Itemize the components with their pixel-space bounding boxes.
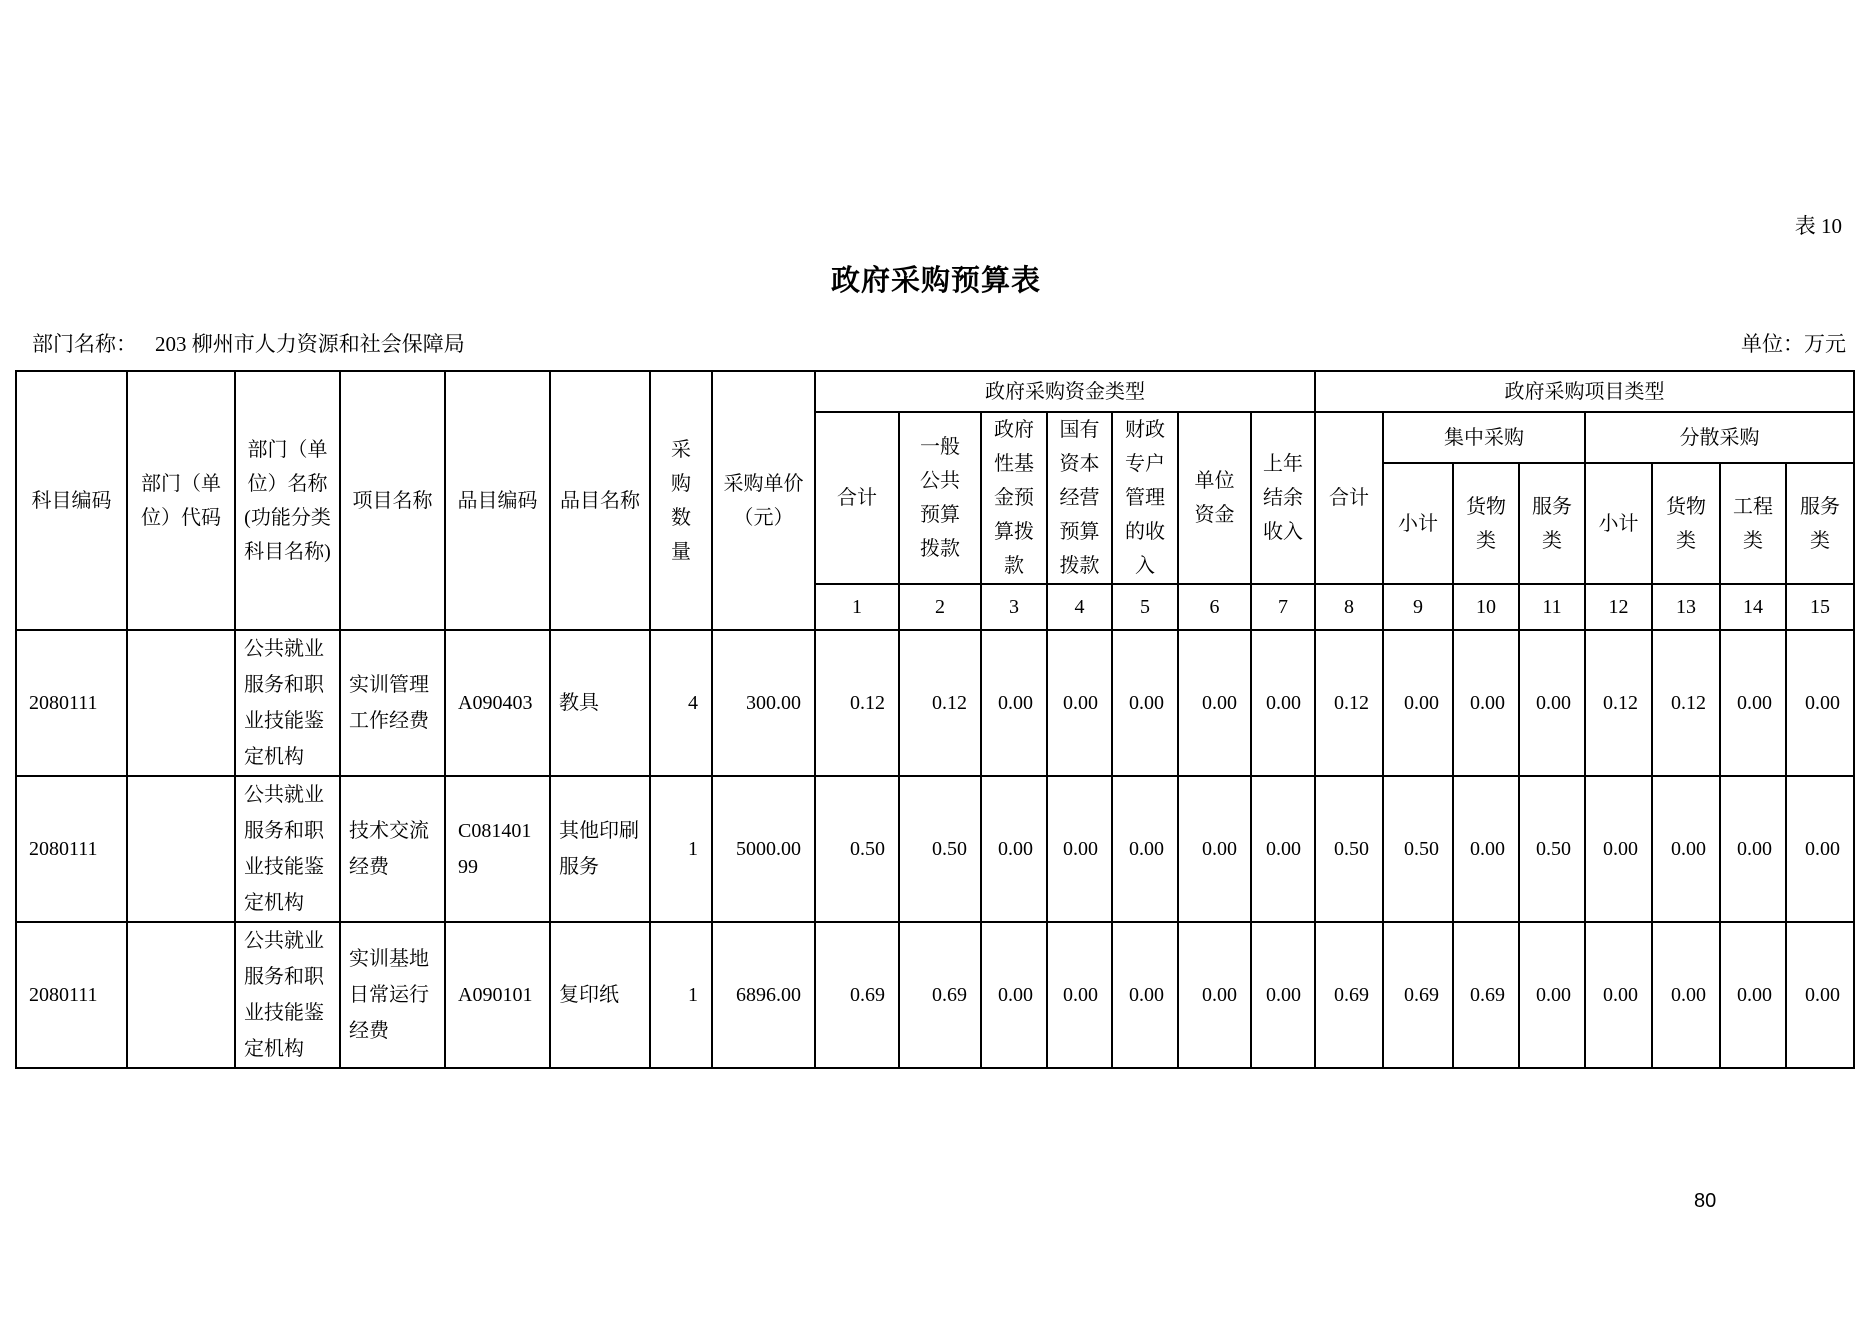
col-header-centralized-services: 服务类 (1519, 463, 1585, 584)
col-header-dept-code: 部门（单位）代码 (127, 371, 235, 630)
column-number-cell: 9 (1383, 584, 1453, 630)
column-number-cell: 1 (815, 584, 899, 630)
column-number-cell: 14 (1720, 584, 1786, 630)
table-header (16, 371, 1854, 630)
table-cell: 0.00 (1786, 922, 1854, 1068)
table-cell: 教具 (550, 630, 650, 776)
col-header-centralized-subtotal: 小计 (1383, 463, 1453, 584)
col-header-subject-code: 科目编码 (16, 371, 127, 630)
department-name-line (32, 328, 465, 358)
col-header-quantity: 采购数量 (650, 371, 712, 630)
col-header-prev-year-surplus: 上年结余收入 (1251, 412, 1315, 584)
col-header-state-capital-budget: 国有资本经营预算拨款 (1047, 412, 1112, 584)
table-row (16, 922, 1854, 1068)
table-cell (127, 776, 235, 922)
col-header-unit-price: 采购单价（元） (712, 371, 815, 630)
col-header-decentralized-goods: 货物类 (1652, 463, 1720, 584)
table-cell: 0.69 (1315, 922, 1383, 1068)
table-cell: 0.00 (1652, 922, 1720, 1068)
col-header-item-code: 品目编码 (445, 371, 550, 630)
table-cell: 0.00 (1383, 630, 1453, 776)
column-number-cell: 11 (1519, 584, 1585, 630)
table-cell: 0.00 (1047, 922, 1112, 1068)
col-header-govt-fund-budget: 政府性基金预算拨款 (981, 412, 1047, 584)
column-number-cell: 13 (1652, 584, 1720, 630)
table-cell: 0.00 (1720, 776, 1786, 922)
table-cell: 5000.00 (712, 776, 815, 922)
table-cell: 0.50 (1315, 776, 1383, 922)
table-cell: 公共就业服务和职业技能鉴定机构 (235, 922, 340, 1068)
column-number-cell: 10 (1453, 584, 1519, 630)
table-cell: 公共就业服务和职业技能鉴定机构 (235, 630, 340, 776)
col-header-decentralized-services: 服务类 (1786, 463, 1854, 584)
table-cell: 0.12 (899, 630, 981, 776)
col-header-general-public-budget: 一般公共预算拨款 (899, 412, 981, 584)
col-header-decentralized-subtotal: 小计 (1585, 463, 1652, 584)
group-header-fund-type: 政府采购资金类型 (815, 371, 1315, 412)
table-cell: 0.00 (1178, 776, 1251, 922)
table-cell: 0.00 (1112, 922, 1178, 1068)
group-header-decentralized: 分散采购 (1585, 412, 1854, 463)
table-cell: 4 (650, 630, 712, 776)
table-cell: 0.00 (981, 922, 1047, 1068)
table-cell: 0.69 (1453, 922, 1519, 1068)
table-cell: 0.50 (1519, 776, 1585, 922)
table-cell: 0.00 (1453, 630, 1519, 776)
table-cell: 0.69 (815, 922, 899, 1068)
table-cell: 0.00 (1720, 630, 1786, 776)
table-cell: 0.00 (1251, 776, 1315, 922)
page-title: 政府采购预算表 (830, 265, 1041, 297)
page-number: 80 (1694, 1190, 1717, 1212)
column-number-cell: 5 (1112, 584, 1178, 630)
table-cell: A090403 (445, 630, 550, 776)
table-cell: 1 (650, 922, 712, 1068)
table-cell: 0.00 (1519, 922, 1585, 1068)
department-name-label: 部门名称： (32, 332, 137, 356)
column-number-cell: 3 (981, 584, 1047, 630)
unit-label: 单位：万元 (1741, 332, 1846, 356)
table-cell: 0.00 (1178, 922, 1251, 1068)
col-header-item-name: 品目名称 (550, 371, 650, 630)
table-cell: 0.00 (981, 630, 1047, 776)
table-cell: 0.00 (1786, 776, 1854, 922)
table-cell: 0.00 (1519, 630, 1585, 776)
table-cell: 0.00 (1585, 922, 1652, 1068)
column-number-cell: 4 (1047, 584, 1112, 630)
table-cell: 0.00 (1453, 776, 1519, 922)
table-cell: 0.50 (1383, 776, 1453, 922)
table-cell: 0.00 (981, 776, 1047, 922)
col-header-dept-name: 部门（单位）名称(功能分类科目名称) (235, 371, 340, 630)
table-cell: 0.69 (1383, 922, 1453, 1068)
column-number-cell: 12 (1585, 584, 1652, 630)
col-header-project-name: 项目名称 (340, 371, 445, 630)
table-cell: A090101 (445, 922, 550, 1068)
table-cell: 0.00 (1585, 776, 1652, 922)
table-cell: 0.50 (815, 776, 899, 922)
table-cell: 实训基地日常运行经费 (340, 922, 445, 1068)
table-cell: 0.00 (1112, 776, 1178, 922)
table-cell: C08140199 (445, 776, 550, 922)
table-cell: 技术交流经费 (340, 776, 445, 922)
table-row (16, 776, 1854, 922)
table-body (16, 630, 1854, 1068)
table-cell: 1 (650, 776, 712, 922)
table-cell: 其他印刷服务 (550, 776, 650, 922)
table-cell: 0.12 (1652, 630, 1720, 776)
table-cell: 实训管理工作经费 (340, 630, 445, 776)
table-cell: 0.12 (815, 630, 899, 776)
table-cell: 0.00 (1047, 776, 1112, 922)
table-cell: 6896.00 (712, 922, 815, 1068)
table-cell: 0.00 (1251, 630, 1315, 776)
table-cell: 复印纸 (550, 922, 650, 1068)
table-cell: 300.00 (712, 630, 815, 776)
table-cell: 0.00 (1251, 922, 1315, 1068)
department-name-value: 203 柳州市人力资源和社会保障局 (155, 332, 465, 356)
table-row (16, 630, 1854, 776)
table-cell: 0.00 (1720, 922, 1786, 1068)
table-reference-number: 表 10 (1794, 214, 1842, 238)
table-cell: 2080111 (16, 922, 127, 1068)
column-number-cell: 15 (1786, 584, 1854, 630)
table-cell (127, 922, 235, 1068)
column-number-cell: 6 (1178, 584, 1251, 630)
table-cell: 公共就业服务和职业技能鉴定机构 (235, 776, 340, 922)
table-cell: 0.00 (1112, 630, 1178, 776)
table-cell: 0.12 (1585, 630, 1652, 776)
col-header-project-total: 合计 (1315, 412, 1383, 584)
col-header-decentralized-engineering: 工程类 (1720, 463, 1786, 584)
table-cell: 0.00 (1652, 776, 1720, 922)
procurement-budget-table (15, 370, 1855, 1069)
table-cell: 0.69 (899, 922, 981, 1068)
column-number-cell: 8 (1315, 584, 1383, 630)
group-header-project-type: 政府采购项目类型 (1315, 371, 1854, 412)
table-cell: 0.12 (1315, 630, 1383, 776)
group-header-centralized: 集中采购 (1383, 412, 1585, 463)
table-cell: 2080111 (16, 776, 127, 922)
col-header-fiscal-account-income: 财政专户管理的收入 (1112, 412, 1178, 584)
column-number-cell: 2 (899, 584, 981, 630)
table-cell (127, 630, 235, 776)
table-cell: 0.50 (899, 776, 981, 922)
col-header-centralized-goods: 货物类 (1453, 463, 1519, 584)
table-cell: 0.00 (1786, 630, 1854, 776)
table-cell: 0.00 (1047, 630, 1112, 776)
col-header-fund-total: 合计 (815, 412, 899, 584)
column-number-cell: 7 (1251, 584, 1315, 630)
table-cell: 0.00 (1178, 630, 1251, 776)
table-cell: 2080111 (16, 630, 127, 776)
col-header-unit-funds: 单位资金 (1178, 412, 1251, 584)
